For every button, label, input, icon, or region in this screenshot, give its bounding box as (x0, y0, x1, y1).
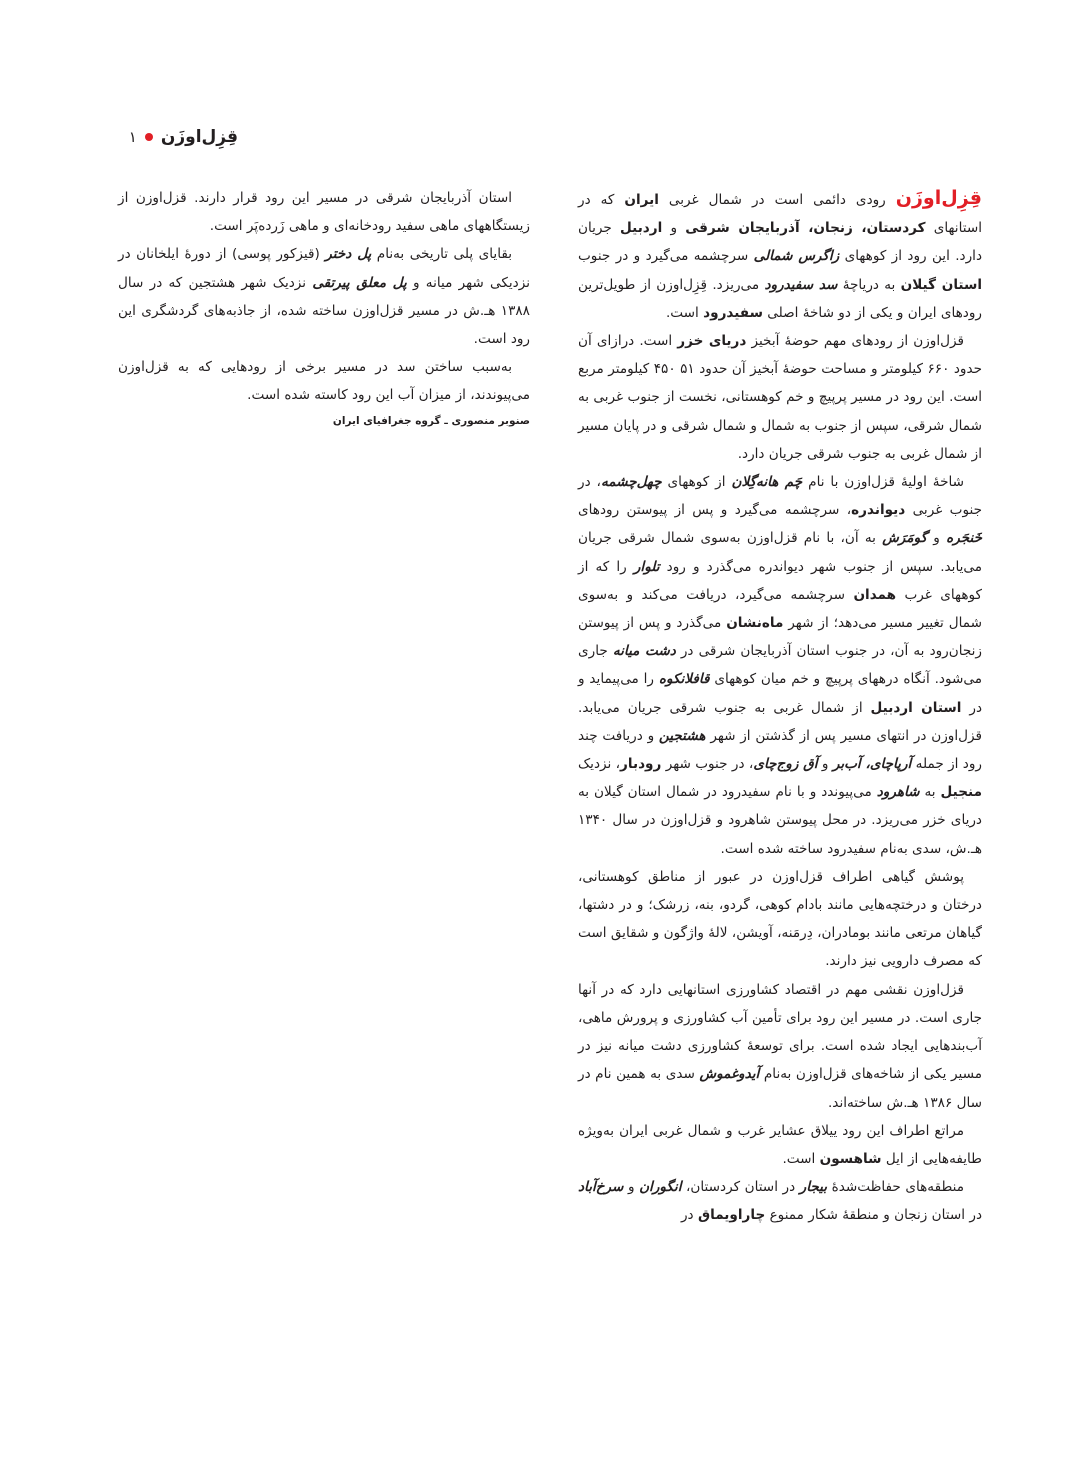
text-run: سدی به همین نام در سال ۱۳۸۶ هـ.ش ساخته‌اند. (578, 1066, 982, 1111)
text-run: که در استانهای (578, 192, 982, 237)
text-run: سرچشمه می‌گیرد، دریافت می‌کند و به‌سوی شمال تغییر مسیر می‌دهد؛ از شهر (578, 586, 982, 632)
text-run: می‌گذرد و پس از پیوستن زنجان‌رود به آن، در جنوب استان آذربایجان شرقی در (578, 615, 982, 660)
bold-term: استان اردبیل (870, 699, 962, 716)
text-run: به آن، با نام قزل‌اوزن به‌سوی شمال شرقی جریان می‌یابد. سپس از جنوب شهر دیواندره می‌گذرد و رود (578, 530, 983, 575)
bold-term: سفیدرود (703, 304, 763, 321)
text-run: (قیزکور پوسی) از دورهٔ ایلخانان در نزدیکی شهر میانه و (118, 246, 530, 291)
paragraph (578, 863, 982, 976)
text-run: استان آذربایجان شرقی در مسیر این رود قرار دارند. قزل‌اوزن از زیستگاههای ماهی سفید رودخانه‌ای و ماهی زَرده‌پَر است. (118, 190, 530, 235)
paragraph (578, 1117, 982, 1173)
text-run: به (919, 784, 941, 801)
bold-term: استان گیلان (900, 276, 982, 293)
running-title: قِزِل‌اوزَن (160, 127, 238, 147)
bold-italic-term: تلوار (633, 558, 660, 575)
article-column-right (578, 184, 982, 1230)
bold-italic-term: دشت میانه (612, 643, 676, 660)
bold-italic-term: چهل‌چشمه (600, 474, 662, 491)
text-run: است. (782, 1150, 820, 1167)
text-run: در (680, 1207, 698, 1224)
bold-italic-term: آیدوغموش (699, 1066, 760, 1083)
text-run: می‌ریزد. قِزِل‌اوزن از طویل‌ترین رودهای ایران و یکی از دو شاخهٔ اصلی (578, 276, 982, 321)
bold-italic-term: چَم هانه‌گِلان (731, 474, 803, 491)
text-run: ، سرچشمه می‌گیرد و پس از پیوستن رودهای (578, 502, 852, 519)
bold-italic-term: زاگرس شمالی (753, 248, 840, 265)
text-run: را می‌پیماید و در (578, 671, 982, 716)
bold-term: ماه‌نشان (726, 615, 784, 632)
paragraph (578, 976, 982, 1117)
bold-italic-term: سد سفیدرود (764, 276, 838, 293)
text-run: قزل‌اوزن نقشی مهم در اقتصاد کشاورزی استانهایی دارد که در آنها جاری است. در مسیر این رود برای تأمین آب کشاورزی و پرورش ماهی، آب‌بندهایی ایجاد شده است. برای توسعهٔ کشاورزی دشت میانه نیز در مسیر یکی از شاخه‌های قزل‌اوزن به‌نام (578, 981, 982, 1083)
bold-term: دریای خزر (677, 333, 747, 350)
bold-term: منجیل (940, 784, 982, 801)
text-run: را که از کوههای غرب (578, 558, 982, 603)
text-run: ، در جنوب غربی (578, 474, 982, 519)
bold-term: همدان (853, 586, 897, 603)
bold-italic-term: انگوران (639, 1179, 682, 1196)
text-run: در استان کردستان، (681, 1179, 800, 1196)
page-number: ۱ (128, 128, 137, 146)
text-run: مراتع اطراف این رود ییلاق عشایر غرب و شمال غربی ایران به‌ویژه طایفه‌هایی از ایل (578, 1122, 982, 1167)
text-run: است. (665, 304, 704, 321)
author-credit: صنوبر منصوری ـ گروه جغرافیای ایران (332, 414, 530, 427)
bold-term: کردستان، زنجان، آذربایجان شرقی (685, 220, 926, 237)
text-run: به دریاچهٔ (837, 276, 901, 293)
text-run: منطقه‌های حفاظت‌شدهٔ (827, 1179, 965, 1196)
bold-italic-term: سرخ‌آباد (578, 1179, 624, 1196)
text-run: رودی دائمی است در شمال غربی (658, 192, 896, 208)
bold-italic-term: قافلانکوه (658, 671, 710, 688)
bold-term: ایران (624, 192, 659, 208)
bold-term: رودبار (620, 756, 662, 773)
text-run: و (662, 220, 686, 237)
bold-term: دیواندره (851, 502, 906, 519)
lead-term: قِزِل‌اوزَن (895, 187, 982, 209)
page-header (118, 124, 238, 150)
bold-italic-term: پل دختر (325, 246, 372, 263)
paragraph (578, 1173, 982, 1229)
text-run: و دریافت چند رود از جمله (578, 727, 982, 773)
bold-italic-term: بیجار (799, 1179, 828, 1196)
text-run: در استان زنجان و منطقهٔ شکار ممنوع (765, 1207, 982, 1224)
text-run: شاخهٔ اولیهٔ قزل‌اوزن با نام (802, 474, 965, 491)
bold-italic-term: آق زوج‌چای (753, 756, 818, 773)
text-run: پوشش گیاهی اطراف قزل‌اوزن در عبور از مناطق کوهستانی، درختان و درختچه‌هایی مانند بادام کوهی، گردو، بنه، زرشک؛ و در دشتها، گیاهان مرتعی مانند بومادران، دِرمَنه، آویشن، لالهٔ واژگون و شقایق است که مصرف دارویی نیز دارند. (578, 868, 982, 970)
text-run: نزدیک شهر هشتجین که در سال ۱۳۸۸ هـ.ش در مسیر قزل‌اوزن ساخته شده، از جاذبه‌های گردشگری این رود است. (118, 274, 530, 348)
text-run: جریان دارد. این رود از کوههای (578, 220, 982, 265)
text-run: است. درازای آن حدود ۶۶۰ کیلومتر و مساحت حوضهٔ آبخیز آن حدود ۵۱ ۴۵۰ کیلومتر مربع است. این رود در مسیر پرپیچ و خم کوهستانی، نخست از جنوب غربی به شمال شرقی، سپس از جنوب به شمال و شمال شرقی و در پایان مسیر از شمال غربی به جنوب شرقی جریان دارد. (578, 333, 983, 462)
text-run: و (623, 1179, 640, 1196)
bold-italic-term: خَنجَره (946, 530, 982, 547)
text-run: سرچشمه می‌گیرد و در جنوب (578, 248, 754, 265)
text-run: ، در جنوب شهر (661, 756, 754, 773)
bold-term: چاراویماق (697, 1207, 766, 1224)
text-run: به‌سبب ساختن سد در مسیر برخی از رودهایی که به قزل‌اوزن می‌پیوندند، از میزان آب این رود کاسته شده است. (118, 359, 530, 404)
bullet-dot-icon (145, 133, 153, 141)
bold-italic-term: پل معلق پیرتقی (312, 274, 407, 291)
text-run: از شمال غربی به جنوب شرقی جریان می‌یابد. قزل‌اوزن در انتهای مسیر پس از گذشتن از شهر (578, 699, 982, 744)
paragraph (118, 184, 530, 240)
text-run: جاری می‌شود. آنگاه درههای پرپیچ و خم میان کوههای (578, 643, 982, 688)
text-run: می‌پیوندد و با نام سفیدرود در شمال استان گیلان به دریای خزر می‌ریزد. در محل پیوستن شاهرود و قزل‌اوزن در سال ۱۳۴۰ هـ.ش، سدی به‌نام سفیدرود ساخته شده است. (578, 784, 982, 857)
text-run: قزل‌اوزن از رودهای مهم حوضهٔ آبخیز (746, 333, 964, 350)
text-run: ، نزدیک (578, 756, 621, 773)
bold-italic-term: هشتجین (658, 727, 706, 744)
paragraph (578, 327, 982, 468)
bold-italic-term: گومَرَش (882, 530, 928, 547)
paragraph (578, 468, 982, 863)
paragraph (118, 353, 530, 409)
bold-italic-term: شاهرود (876, 784, 920, 801)
bold-term: شاهسون (819, 1150, 882, 1167)
text-run: و (817, 756, 833, 773)
bold-italic-term: آرپاچای، آب‌بر (832, 756, 912, 773)
text-run: و (927, 530, 947, 547)
paragraph (578, 184, 982, 327)
bold-term: اردبیل (620, 220, 663, 237)
article-column-left (118, 184, 530, 432)
text-run: از کوههای (661, 474, 732, 491)
paragraph (118, 240, 530, 353)
text-run: بقایای پلی تاریخی به‌نام (371, 246, 512, 263)
